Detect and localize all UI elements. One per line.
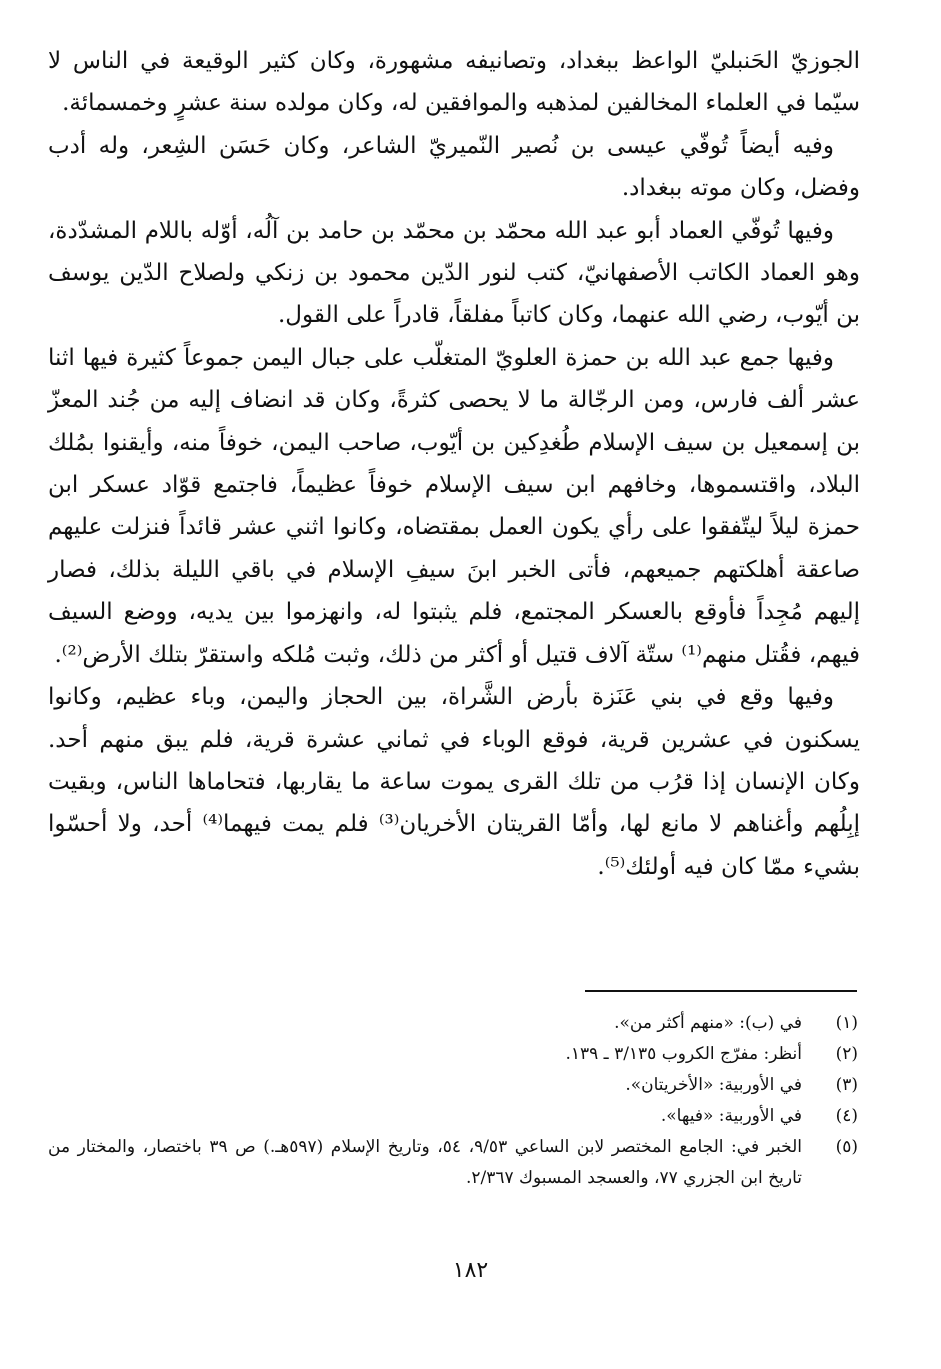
footnote-number: (٤) xyxy=(835,1106,858,1126)
paragraph-3: وفيها تُوفّي العماد أبو عبد الله محمّد بن محمّد بن حامد بن آلُه، أوّله باللام المشدّدة، وهو العماد الكاتب الأصفهانيّ، كتب لنور الدّين محمود بن زنكي ولصلاح الدّين يوسف بن أيّوب، رضي الله عنهما، وكان كاتباً مفلقاً، قادراً على القول. xyxy=(48,217,860,329)
footnote-number: (٢) xyxy=(835,1044,858,1064)
footnote-2 xyxy=(48,1039,860,1070)
paragraph-5: وفيها وقع في بني عَنَزة بأرض الشَّراة، بين الحجاز واليمن، وباء عظيم، وكانوا يسكنون في عشرين قرية، فوقع الوباء في ثماني عشرة قرية، فلم يبق منهم أحد. وكان الإنسان إذا قرُب من تلك القرى يموت ساعة ما يقاربها، فتحاماها الناس، وبقيت إبِلُهم وأغناهم لا مانع لها، وأمّا القريتان الأخريان⁽³⁾ فلم يمت فيهما⁽⁴⁾ أحد، ولا أحسّوا بشيء ممّا كان فيه أولئك⁽⁵⁾. xyxy=(48,684,860,880)
footnote-number: (١) xyxy=(835,1013,858,1033)
footnote-4 xyxy=(48,1101,860,1132)
footnote-text: في الأوربية: «الأخريتان». xyxy=(625,1075,802,1095)
paragraph-4: وفيها جمع عبد الله بن حمزة العلويّ المتغلّب على جبال اليمن جموعاً كثيرة فيها اثنا عشر ألف فارس، ومن الرجّالة ما لا يحصى كثرةً، وكان قد انضاف إليه من جُند المعزّ بن إسمعيل بن سيف الإسلام طُغدِكين بن أيّوب، صاحب اليمن، خوفاً منه، وأيقنوا بمُلك البلاد، واقتسموها، وخافهم ابن سيف الإسلام خوفاً عظيماً، فاجتمع قوّاد عسكر ابن حمزة ليلاً ليتّفقوا على رأي يكون العمل بمقتضاه، وكانوا اثني عشر قائداً فنزلت عليهم صاعقة أهلكتهم جميعهم، فأتى الخبر ابنَ سيفِ الإسلام في باقي الليلة بذلك، فصار إليهم مُجِداً فأوقع بالعسكر المجتمع، فلم يثبتوا له، وانهزموا بين يديه، ووضع السيف فيهم، فقُتل منهم⁽¹⁾ ستّة آلاف قتيل أو أكثر من ذلك، وثبت مُلكه واستقرّ بتلك الأرض⁽²⁾. xyxy=(48,344,860,668)
paragraph-1: الجوزيّ الحَنبليّ الواعظ ببغداد، وتصانيفه مشهورة، وكان كثير الوقيعة في الناس لا سيّما في العلماء المخالفين لمذهبه والموافقين له، وكان مولده سنة عشرٍ وخمسمائة. xyxy=(48,48,860,117)
footnote-text: في (ب): «منهم أكثر من». xyxy=(614,1013,802,1033)
footnote-text: الخبر في: الجامع المختصر لابن الساعي ٩/٥٣، ٥٤، وتاريخ الإسلام (٥٩٧هـ.) ص ٣٩ باختصار، والمختار من تاريخ ابن الجزري ٧٧، والعسجد المسبوك ٢/٣٦٧. xyxy=(48,1137,803,1188)
footnote-5 xyxy=(48,1132,860,1194)
page-number: ١٨٢ xyxy=(452,1258,489,1283)
footnote-text: أنظر: مفرّج الكروب ٣/١٣٥ ـ ١٣٩. xyxy=(565,1044,802,1064)
paragraph-2: وفيه أيضاً تُوفّي عيسى بن نُصير النّميريّ الشاعر، وكان حَسَن الشِعر، وله أدب وفضل، وكان موته ببغداد. xyxy=(48,132,860,202)
footnotes xyxy=(48,1008,860,1194)
main-text xyxy=(48,40,860,888)
footnote-divider xyxy=(585,990,857,992)
footnote-3 xyxy=(48,1070,860,1101)
footnote-number: (٣) xyxy=(835,1075,858,1095)
footnote-1 xyxy=(48,1008,860,1039)
footnote-text: في الأوربية: «فيها». xyxy=(660,1106,802,1126)
footnote-number: (٥) xyxy=(835,1137,858,1157)
